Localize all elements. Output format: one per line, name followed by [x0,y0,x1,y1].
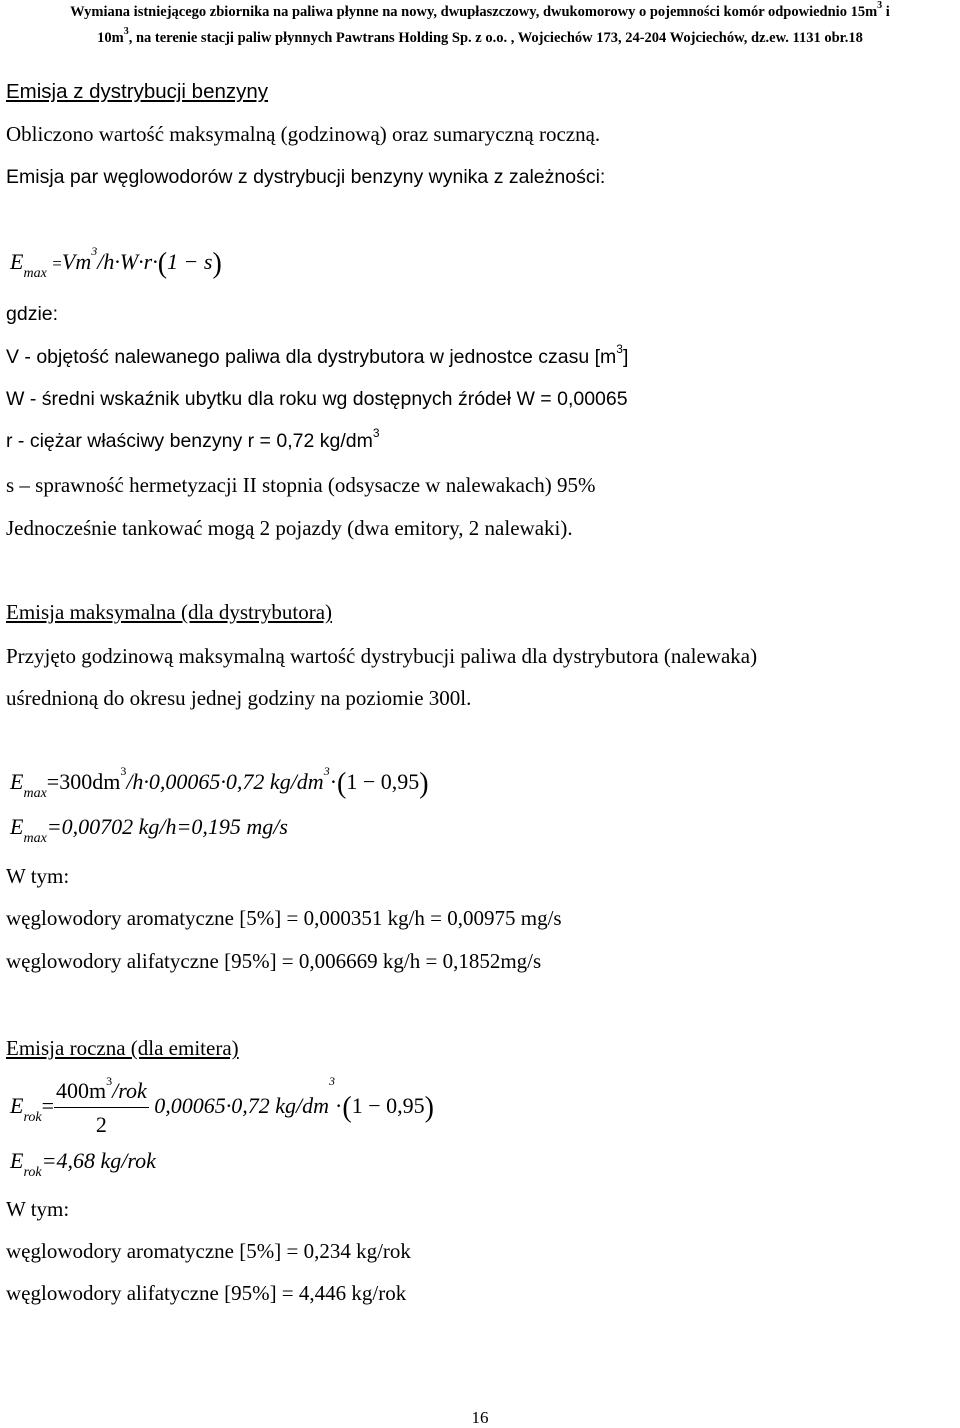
definition-text: ] [622,346,629,368]
header-text: 10m [97,30,124,46]
formula-paren: ) [419,767,429,800]
formula-term: 1 − 0,95 [351,1093,425,1119]
formula-symbol: Vm [61,249,92,274]
definition-text: V - objętość nalewanego paliwa dla dystrybutora w jednostce czasu [m [6,346,617,368]
formula-emax-general [10,244,222,281]
paragraph: Obliczono wartość maksymalną (godzinową) oraz sumaryczną roczną. [6,122,601,146]
definition-s: s – sprawność hermetyzacji II stopnia (odsysacze w nalewakach) 95% [6,473,596,497]
formula-operator: · [335,1093,343,1119]
result-alifatyczne-rok: węglowodory alifatyczne [95%] = 4,446 kg/rok [6,1281,407,1305]
formula-emax-1 [10,764,429,801]
label-w-tym: W tym: [6,1197,70,1221]
formula-term: 400m [56,1078,107,1103]
definition-sup: 3 [372,426,380,440]
formula-subscript: rok [23,1165,42,1180]
fraction-denominator: 2 [95,1112,107,1137]
formula-erok-2 [10,1148,156,1180]
formula-operator: · [329,769,338,794]
formula-symbol: E [10,1093,24,1119]
formula-exponent: 3 [329,1074,336,1088]
result-aromatyczne: węglowodory aromatyczne [5%] = 0,000351 kg/h = 0,00975 mg/s [6,906,562,930]
result-aromatyczne-rok: węglowodory aromatyczne [5%] = 0,234 kg/rok [6,1239,411,1263]
formula-paren: ( [337,767,347,800]
definition-sup: 3 [616,342,623,356]
result-alifatyczne: węglowodory alifatyczne [95%] = 0,006669 kg/h = 0,1852mg/s [6,949,542,973]
formula-term: =4,68 kg/rok [41,1148,156,1173]
section-title-maksymalna: Emisja maksymalna (dla dystrybutora) [6,600,333,624]
formula-equals: = [52,254,62,273]
fraction-numerator [54,1074,149,1108]
formula-equals: = [41,1093,55,1119]
label-w-tym: W tym: [6,864,70,888]
document-header-line-2 [0,26,960,47]
formula-exponent: 3 [106,1074,113,1088]
formula-subscript: max [23,786,47,801]
formula-symbol: E [10,249,24,274]
section-title-dystrybucja: Emisja z dystrybucji benzyny [6,80,269,103]
definition-w: W - średni wskaźnik ubytku dla roku wg dostępnych źródeł W = 0,00065 [6,388,628,410]
formula-exponent: 3 [120,764,127,778]
formula-subscript: max [23,831,47,846]
formula-emax-2 [10,814,288,846]
formula-exponent: 3 [91,244,98,258]
formula-symbol: E [10,814,24,839]
formula-symbol: E [10,1148,24,1173]
formula-subscript: max [23,266,47,281]
formula-symbol: E [10,769,24,794]
paragraph: Emisja par węglowodorów z dystrybucji benzyny wynika z zależności: [6,166,606,188]
formula-exponent: 3 [323,764,330,778]
document-header-line-1 [0,0,960,21]
formula-term: =0,00702 kg/h=0,195 mg/s [46,814,288,839]
definition-r [6,426,380,453]
formula-subscript: rok [23,1110,42,1126]
formula-term: /h·0,00065·0,72 kg/dm [126,769,324,794]
label-gdzie: gdzie: [6,303,59,325]
formula-paren: ) [424,1091,434,1124]
formula-term: 0,00065·0,72 kg/dm [154,1093,330,1119]
header-text: i [882,4,890,20]
formula-paren: ( [342,1091,352,1124]
definition-text: r - ciężar właściwy benzyny r = 0,72 kg/dm [6,430,373,452]
formula-erok-1 [10,1074,434,1138]
header-sup: 3 [123,26,129,37]
paragraph: Przyjęto godzinową maksymalną wartość dystrybucji paliwa dla dystrybutora (nalewaka) [6,644,758,668]
paragraph: uśrednioną do okresu jednej godziny na poziomie 300l. [6,686,472,710]
header-sup: 3 [877,0,883,11]
formula-term: /h·W·r· [97,249,158,274]
formula-paren: ( [157,247,168,280]
formula-term: 1 − 0,95 [346,769,420,794]
formula-paren: ) [212,247,222,280]
header-text: , na terenie stacji paliw płynnych Pawtrans Holding Sp. z o.o. , Wojciechów 173, 24-204 Wojciechów, dz.ew. 1131 obr.18 [128,30,863,46]
formula-term: /rok [112,1078,147,1103]
formula-fraction [54,1074,149,1138]
header-text: Wymiana istniejącego zbiornika na paliwa płynne na nowy, dwupłaszczowy, dwukomorowy o pojemności komór odpowiednio 15m [70,4,878,20]
formula-term: 1 − s [167,249,213,274]
formula-term: =300dm [46,769,121,794]
note-jednoczesnie: Jednocześnie tankować mogą 2 pojazdy (dwa emitory, 2 nalewaki). [6,516,573,540]
definition-v [6,342,629,369]
section-title-roczna: Emisja roczna (dla emitera) [6,1036,239,1060]
page-number: 16 [471,1408,489,1427]
